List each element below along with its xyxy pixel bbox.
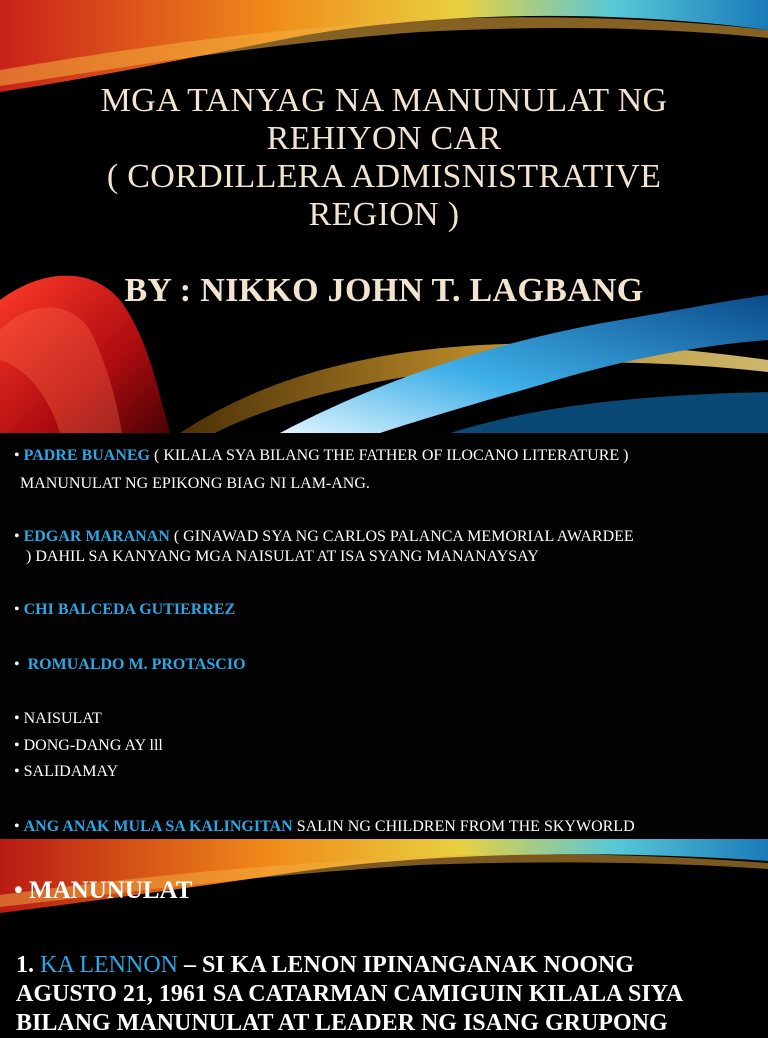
list-item xyxy=(14,528,634,546)
manunulat-slide xyxy=(0,839,768,1036)
bio-text: – SI KA LENON IPINANGANAK NOONG xyxy=(178,952,635,978)
bio-line: AGUSTO 21, 1961 SA CATARMAN CAMIGUIN KILALA SIYA xyxy=(16,981,684,1007)
writer-name: KA LENNON xyxy=(40,952,178,978)
writer-name: CHI BALCEDA GUTIERREZ xyxy=(23,601,236,618)
title-line: MGA TANYAG NA MANUNULAT NG xyxy=(100,82,668,119)
work-item xyxy=(14,763,118,781)
bullet: • xyxy=(14,601,20,618)
title-line: ( CORDILLERA ADMISNISTRATIVE xyxy=(106,158,662,195)
writer-description: ( KILALA SYA BILANG THE FATHER OF ILOCANO LITERATURE ) xyxy=(149,447,629,464)
bullet: • xyxy=(14,818,20,835)
list-item xyxy=(14,601,235,619)
work-item xyxy=(14,737,163,755)
bullet: • xyxy=(14,877,23,904)
bullet: • xyxy=(14,447,20,464)
title-slide xyxy=(0,0,768,433)
bullet: • xyxy=(14,737,20,754)
bio-line: BILANG MANUNULAT AT LEADER NG ISANG GRUPONG xyxy=(16,1010,668,1036)
item-number: 1. xyxy=(16,952,34,978)
title-line: REHIYON CAR xyxy=(266,120,502,157)
list-item-continuation: ) DAHIL SA KANYANG MGA NAISULAT AT ISA SYANG MANANAYSAY xyxy=(26,548,539,565)
section-heading xyxy=(14,877,192,905)
title-line: REGION ) xyxy=(308,196,460,233)
work-item xyxy=(14,710,102,728)
writer-name: ROMUALDO M. PROTASCIO xyxy=(27,656,246,673)
list-item xyxy=(14,447,628,465)
writer-name: PADRE BUANEG xyxy=(23,447,150,464)
bullet: • xyxy=(14,656,20,673)
slide-title xyxy=(0,82,768,234)
list-item-continuation: MANUNULAT NG EPIKONG BIAG NI LAM-ANG. xyxy=(20,475,370,492)
bullet: • xyxy=(14,763,20,780)
work-title: NAISULAT xyxy=(23,710,102,727)
author-byline: BY : NIKKO JOHN T. LAGBANG xyxy=(124,272,644,309)
writer-name: EDGAR MARANAN xyxy=(23,528,170,545)
work-title: SALIDAMAY xyxy=(23,763,119,780)
work-name: ANG ANAK MULA SA KALINGITAN xyxy=(23,818,293,835)
bio-line xyxy=(16,951,766,980)
heading-text: MANUNULAT xyxy=(29,877,193,904)
work-title: DONG-DANG AY lll xyxy=(23,737,163,754)
list-item xyxy=(14,818,635,836)
bullet: • xyxy=(14,710,20,727)
writers-list-slide xyxy=(0,433,768,839)
writer-bio xyxy=(16,951,766,1038)
work-description: SALIN NG CHILDREN FROM THE SKYWORLD xyxy=(292,818,635,835)
writer-description: ( GINAWAD SYA NG CARLOS PALANCA MEMORIAL AWARDEE xyxy=(169,528,634,545)
list-item xyxy=(14,656,246,674)
bullet: • xyxy=(14,528,20,545)
